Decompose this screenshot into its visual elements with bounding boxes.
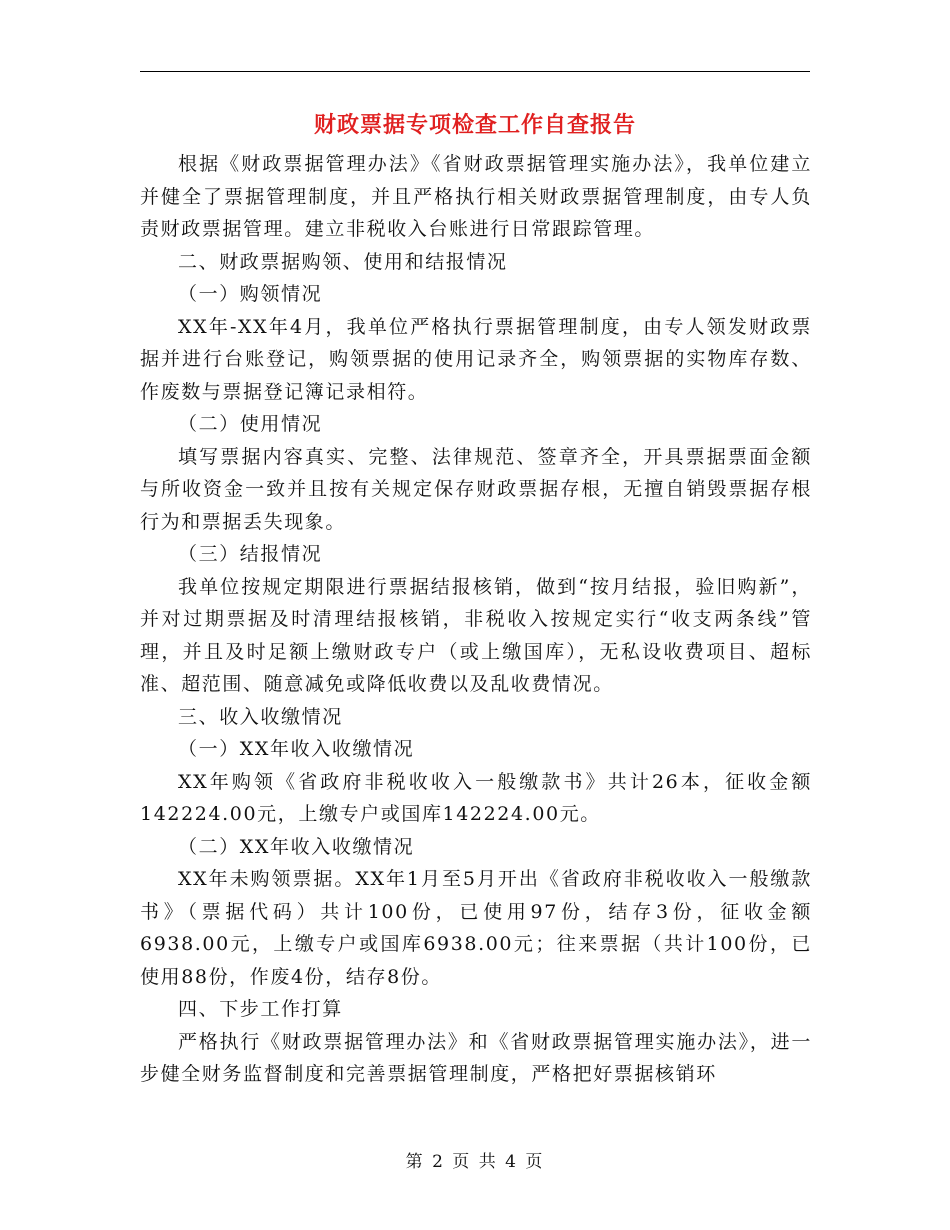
header-rule [140, 71, 810, 72]
subsection-heading-usage: （二）使用情况 [178, 413, 323, 435]
page-footer: 第 2 页 共 4 页 [405, 1152, 545, 1172]
document-body [140, 148, 812, 1091]
subsection-heading-settlement: （三）结报情况 [178, 543, 323, 565]
paragraph-purchase: XX年-XX年4月，我单位严格执行票据管理制度，由专人领发财政票据并进行台账登记，购领票据的使用记录齐全，购领票据的实物库存数、作废数与票据登记簿记录相符。 [140, 315, 812, 403]
paragraph-intro: 根据《财政票据管理办法》《省财政票据管理实施办法》，我单位建立并健全了票据管理制度，并且严格执行相关财政票据管理制度，由专人负责财政票据管理。建立非税收入台账进行日常跟踪管理。 [140, 153, 812, 240]
section-heading-2: 二、财政票据购领、使用和结报情况 [178, 250, 508, 273]
subsection-heading-income-2: （二）XX年收入收缴情况 [178, 835, 415, 858]
paragraph-settlement: 我单位按规定期限进行票据结报核销，做到“按月结报，验旧购新”，并对过期票据及时清理结报核销，非税收入按规定实行“收支两条线”管理，并且及时足额上缴财政专户（或上缴国库），无私设收费项目、超标准、超范围、随意减免或降低收费以及乱收费情况。 [140, 575, 812, 695]
section-heading-4: 四、下步工作打算 [178, 998, 343, 1020]
document-title: 财政票据专项检查工作自查报告 [313, 112, 636, 138]
paragraph-next-steps: 严格执行《财政票据管理办法》和《省财政票据管理实施办法》，进一步健全财务监督制度和完善票据管理制度，严格把好票据核销环 [140, 1030, 812, 1085]
paragraph-income-2: XX年未购领票据。XX年1月至5月开出《省政府非税收收入一般缴款书》（票据代码）共计100份，已使用97份，结存3份，征收金额6938.00元，上缴专户或国库6938.00元；往来票据（共计100份，已使用88份，作废4份，结存8份。 [140, 868, 812, 988]
subsection-heading-purchase: （一）购领情况 [178, 283, 323, 305]
paragraph-income-1: XX年购领《省政府非税收收入一般缴款书》共计26本，征收金额142224.00元，上缴专户或国库142224.00元。 [140, 770, 812, 825]
paragraph-usage: 填写票据内容真实、完整、法律规范、签章齐全，开具票据票面金额与所收资金一致并且按有关规定保存财政票据存根，无擅自销毁票据存根行为和票据丢失现象。 [140, 445, 812, 533]
subsection-heading-income-1: （一）XX年收入收缴情况 [178, 738, 415, 760]
section-heading-3: 三、收入收缴情况 [178, 705, 343, 728]
